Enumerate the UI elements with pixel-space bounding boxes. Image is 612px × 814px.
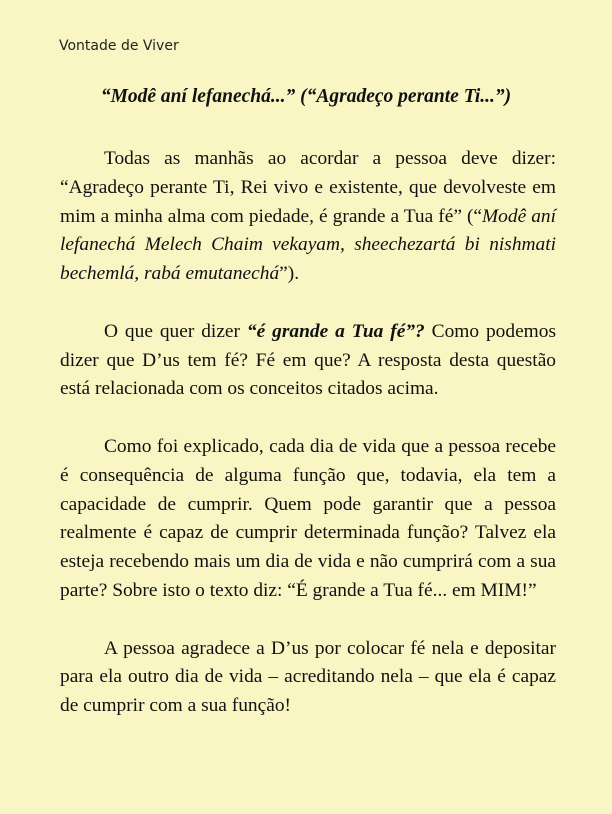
- paragraph-1-text: Todas as manhãs ao acordar a pessoa deve dizer: “Agradeço perante Ti, Rei vivo e existente, que devolveste em mim a minha alma com piedade, é grande a Tua fé” (“: [60, 148, 556, 227]
- paragraph-2: [60, 318, 556, 404]
- section-title: “Modê aní lefanechá...” (“Agradeço perante Ti...”): [100, 86, 512, 107]
- paragraph-2-rest: Como podemos dizer que D’us tem fé? Fé em que? A resposta desta questão está relacionada com os conceitos citados acima.: [60, 320, 556, 400]
- paragraph-2-text: O que quer dizer: [104, 320, 247, 342]
- paragraph-1: [60, 145, 556, 289]
- book-header: Vontade de Viver: [59, 38, 179, 54]
- paragraph-1-end: ”).: [279, 263, 300, 285]
- paragraph-3: Como foi explicado, cada dia de vida que a pessoa recebe é consequência de alguma função que, todavia, ela tem a capacidade de cumprir. Quem pode garantir que a pessoa realmente é capaz de cumprir determinada função? Talvez ela esteja recebendo mais um dia de vida e não cumprirá com a sua parte? Sobre isto o texto diz: “É grande a Tua fé... em MIM!”: [60, 435, 556, 601]
- paragraph-1-hebrew-italic: Modê aní lefanechá Melech Chaim vekayam, sheechezartá bi nishmati bechemlá, rabá emutanechá: [60, 205, 556, 285]
- paragraph-4: A pessoa agradece a D’us por colocar fé nela e depositar para ela outro dia de vida – acreditando nela – que ela é capaz de cumprir com a sua função!: [60, 637, 556, 717]
- body-text: [60, 145, 556, 750]
- paragraph-2-emphasis: “é grande a Tua fé”?: [246, 320, 425, 342]
